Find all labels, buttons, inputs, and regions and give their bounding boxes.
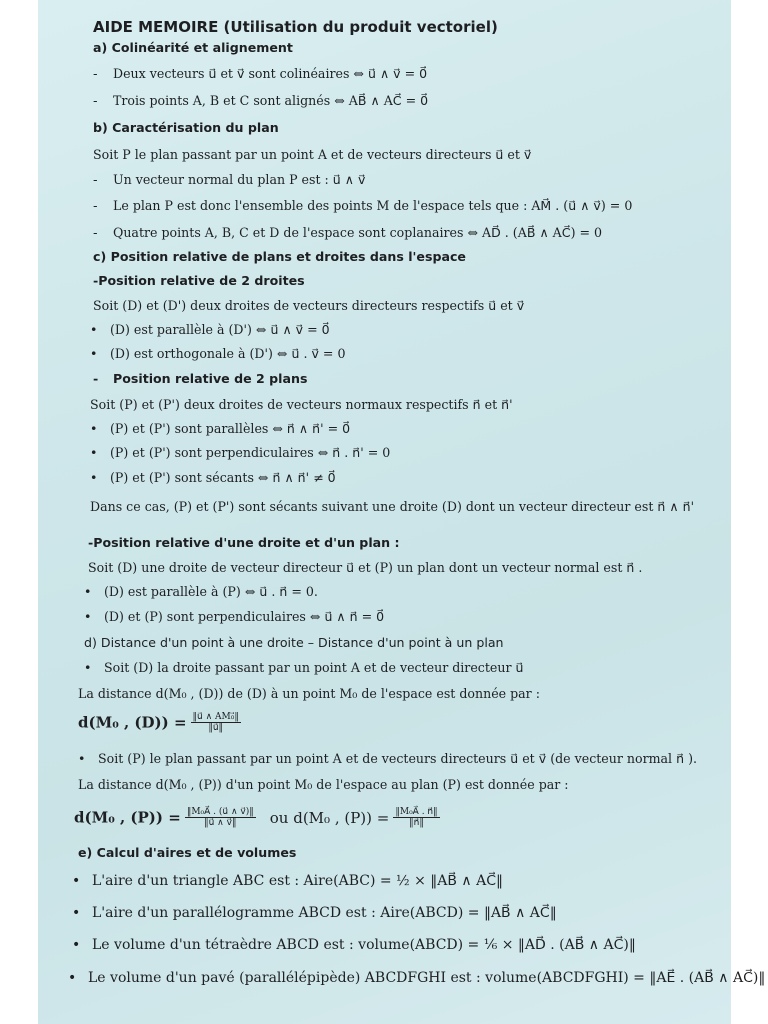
list-item: • L'aire d'un parallélogramme ABCD est : Aire(ABCD) = ‖AB⃗ ∧ AC⃗‖ bbox=[72, 905, 557, 921]
list-item: • Soit (D) la droite passant par un point A et de vecteur directeur u⃗ bbox=[84, 660, 524, 675]
list-item: • Le volume d'un pavé (parallélépipède) ABCDFGHI est : volume(ABCDFGHI) = ‖AE⃗ . (AB⃗ ∧ AC⃗)‖ bbox=[68, 970, 766, 986]
list-item: • Soit (P) le plan passant par un point A et de vecteurs directeurs u⃗ et v⃗ (de vecteur normal n⃗ ). bbox=[78, 751, 697, 766]
list-item: - Quatre points A, B, C et D de l'espace sont coplanaires ⇔ AD⃗ . (AB⃗ ∧ AC⃗) = 0 bbox=[93, 225, 603, 240]
subheading: - Position relative de 2 plans bbox=[93, 371, 308, 386]
formula-distance-plane: d(M₀ , (P)) = $\frac{\text{‖M₀A⃗ . (u⃗ ∧ v⃗)‖}}{‖u⃗ \wedge v⃗‖}$ ou d(M₀ , (P)) = $\frac{\text{‖M₀A⃗ . n⃗‖}}{‖n⃗‖}$ bbox=[74, 807, 438, 828]
list-item: • (P) et (P') sont parallèles ⇔ n⃗ ∧ n⃗' = 0⃗ bbox=[90, 421, 351, 436]
document-page bbox=[38, 0, 766, 1024]
paragraph: Soit (P) et (P') deux droites de vecteurs normaux respectifs n⃗ et n⃗' bbox=[90, 397, 513, 412]
list-item: • (D) est parallèle à (P) ⇔ u⃗ . n⃗ = 0. bbox=[84, 584, 318, 599]
paragraph: Soit (D) et (D') deux droites de vecteurs directeurs respectifs u⃗ et v⃗ bbox=[93, 298, 525, 313]
list-item: • (P) et (P') sont perpendiculaires ⇔ n⃗ . n⃗' = 0 bbox=[90, 445, 391, 460]
list-item: - Trois points A, B et C sont alignés ⇔ AB⃗ ∧ AC⃗ = 0⃗ bbox=[93, 93, 429, 108]
paragraph: La distance d(M₀ , (P)) d'un point M₀ de l'espace au plan (P) est donnée par : bbox=[78, 777, 569, 792]
paragraph: Soit (D) une droite de vecteur directeur u⃗ et (P) un plan dont un vecteur normal est n⃗ . bbox=[88, 560, 643, 575]
section-a-heading: a) Colinéarité et alignement bbox=[93, 40, 293, 55]
list-item: - Deux vecteurs u⃗ et v⃗ sont colinéaires ⇔ u⃗ ∧ v⃗ = 0⃗ bbox=[93, 66, 428, 81]
list-item: - Le plan P est donc l'ensemble des points M de l'espace tels que : AM⃗ . (u⃗ ∧ v⃗) = 0 bbox=[93, 198, 633, 213]
section-d-heading: d) Distance d'un point à une droite – Distance d'un point à un plan bbox=[84, 635, 504, 650]
list-item: • (D) et (P) sont perpendiculaires ⇔ u⃗ ∧ n⃗ = 0⃗ bbox=[84, 609, 385, 624]
list-item: - Un vecteur normal du plan P est : u⃗ ∧ v⃗ bbox=[93, 172, 366, 187]
list-item: • Le volume d'un tétraèdre ABCD est : volume(ABCD) = ⅙ × ‖AD⃗ . (AB⃗ ∧ AC⃗)‖ bbox=[72, 937, 636, 953]
section-b-intro: Soit P le plan passant par un point A et de vecteurs directeurs u⃗ et v⃗ bbox=[93, 147, 532, 162]
section-c-heading: c) Position relative de plans et droites dans l'espace bbox=[93, 249, 466, 264]
paragraph: La distance d(M₀ , (D)) de (D) à un point M₀ de l'espace est donnée par : bbox=[78, 686, 540, 701]
paragraph: Dans ce cas, (P) et (P') sont sécants suivant une droite (D) dont un vecteur directeur est n⃗ ∧ n⃗' bbox=[90, 499, 695, 514]
section-b-heading: b) Caractérisation du plan bbox=[93, 120, 279, 135]
page-title: AIDE MEMOIRE (Utilisation du produit vectoriel) bbox=[93, 18, 498, 36]
formula-distance-line: d(M₀ , (D)) = $\frac{\text{‖u⃗ ∧ AM₀⃗‖}}{‖u⃗‖}$ bbox=[78, 712, 239, 733]
list-item: • L'aire d'un triangle ABC est : Aire(ABC) = ½ × ‖AB⃗ ∧ AC⃗‖ bbox=[72, 873, 503, 889]
list-item: • (D) est parallèle à (D') ⇔ u⃗ ∧ v⃗ = 0⃗ bbox=[90, 322, 330, 337]
list-item: • (D) est orthogonale à (D') ⇔ u⃗ . v⃗ = 0 bbox=[90, 346, 346, 361]
section-e-heading: e) Calcul d'aires et de volumes bbox=[78, 845, 297, 860]
list-item: • (P) et (P') sont sécants ⇔ n⃗ ∧ n⃗' ≠ 0⃗ bbox=[90, 470, 336, 485]
subheading: -Position relative d'une droite et d'un plan : bbox=[88, 535, 400, 550]
subheading: -Position relative de 2 droites bbox=[93, 273, 305, 288]
